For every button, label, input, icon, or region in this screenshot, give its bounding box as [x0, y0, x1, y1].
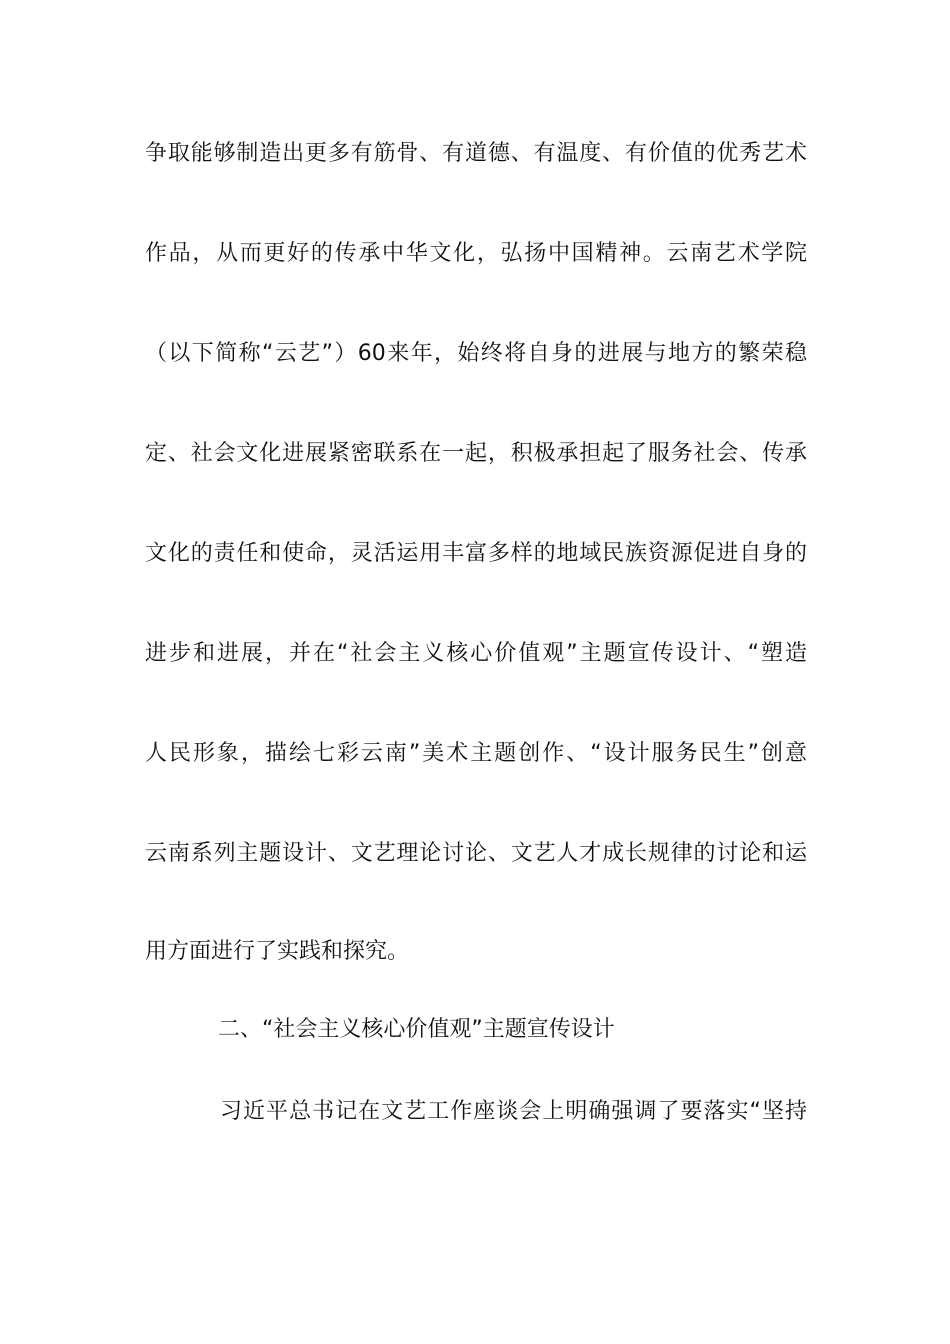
paragraph-line: 云南系列主题设计、文艺理论讨论、文艺人才成长规律的讨论和运: [145, 841, 807, 866]
paragraph-line: 定、社会文化进展紧密联系在一起，积极承担起了服务社会、传承: [145, 441, 807, 466]
paragraph-last-line: 用方面进行了实践和探究。: [145, 939, 410, 964]
paragraph-line: 作品，从而更好的传承中华文化，弘扬中国精神。云南艺术学院: [145, 241, 807, 266]
paragraph-line: 争取能够制造出更多有筋骨、有道德、有温度、有价值的优秀艺术: [145, 141, 807, 166]
paragraph-line: 人民形象，描绘七彩云南”美术主题创作、“设计服务民生”创意: [145, 741, 807, 766]
paragraph-line: （以下简称“云艺”）60来年，始终将自身的进展与地方的繁荣稳: [145, 341, 807, 366]
paragraph-first-line: 习近平总书记在文艺工作座谈会上明确强调了要落实“坚持: [220, 1099, 807, 1124]
paragraph-line: 进步和进展，并在“社会主义核心价值观”主题宣传设计、“塑造: [145, 641, 807, 666]
paragraph-line: 文化的责任和使命，灵活运用丰富多样的地域民族资源促进自身的: [145, 541, 807, 566]
section-heading: 二、“社会主义核心价值观”主题宣传设计: [218, 1017, 615, 1042]
